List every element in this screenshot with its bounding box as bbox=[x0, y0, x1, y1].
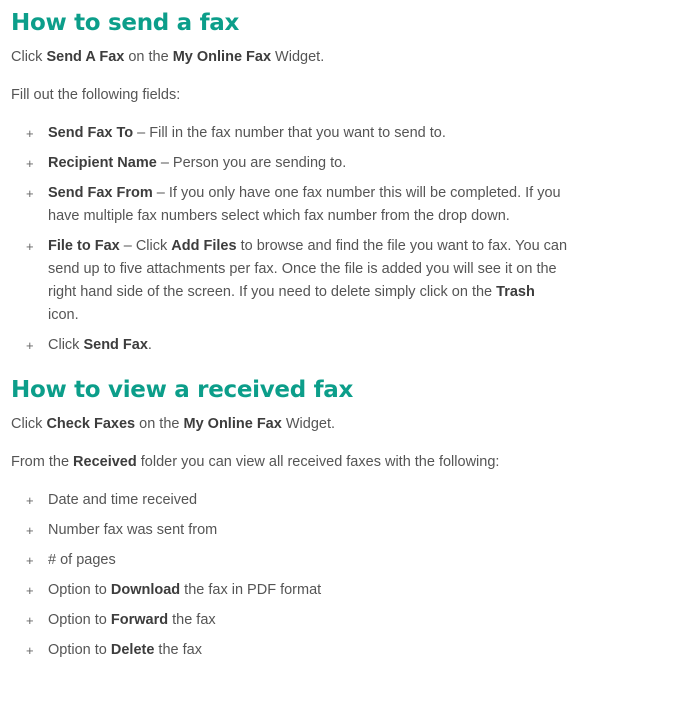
list-item-date-time: + Date and time received bbox=[11, 489, 568, 512]
list-item-send-fax-from: + Send Fax From – If you only have one fax number this will be completed. If you have multiple fax numbers select which fax number from the drop down. bbox=[11, 182, 568, 228]
plus-bullet-icon: + bbox=[26, 156, 34, 171]
received-folder-text: From the Received folder you can view all received faxes with the following: bbox=[11, 454, 500, 470]
document bbox=[11, 0, 681, 669]
view-received-fax-heading: How to view a received fax bbox=[11, 377, 354, 403]
plus-bullet-icon: + bbox=[26, 523, 34, 538]
check-faxes-intro: Click Check Faxes on the My Online Fax Widget. bbox=[11, 416, 335, 432]
plus-bullet-icon: + bbox=[26, 583, 34, 598]
list-item-download: + Option to Download the fax in PDF format bbox=[11, 579, 568, 602]
plus-bullet-icon: + bbox=[26, 239, 34, 254]
list-item-delete: + Option to Delete the fax bbox=[11, 639, 568, 662]
fill-out-fields-text: Fill out the following fields: bbox=[11, 87, 181, 103]
send-fax-heading: How to send a fax bbox=[11, 10, 240, 36]
list-item-click-send-fax: + Click Send Fax. bbox=[11, 334, 568, 357]
send-fax-fields-list bbox=[11, 122, 681, 357]
plus-bullet-icon: + bbox=[26, 643, 34, 658]
list-item-file-to-fax: + File to Fax – Click Add Files to browse and find the file you want to fax. You can send up to five attachments per fax. Once the file is added you will see it on the right hand side of the screen. If you need to delete simply click on the Trash icon. bbox=[11, 235, 568, 327]
plus-bullet-icon: + bbox=[26, 553, 34, 568]
plus-bullet-icon: + bbox=[26, 186, 34, 201]
list-item-recipient-name: + Recipient Name – Person you are sending to. bbox=[11, 152, 568, 175]
list-item-send-fax-to: + Send Fax To – Fill in the fax number that you want to send to. bbox=[11, 122, 568, 145]
plus-bullet-icon: + bbox=[26, 493, 34, 508]
received-fax-features-list bbox=[11, 489, 681, 662]
send-fax-intro: Click Send A Fax on the My Online Fax Widget. bbox=[11, 49, 325, 65]
list-item-forward: + Option to Forward the fax bbox=[11, 609, 568, 632]
plus-bullet-icon: + bbox=[26, 338, 34, 353]
plus-bullet-icon: + bbox=[26, 126, 34, 141]
list-item-pages: + # of pages bbox=[11, 549, 568, 572]
plus-bullet-icon: + bbox=[26, 613, 34, 628]
list-item-sent-from: + Number fax was sent from bbox=[11, 519, 568, 542]
